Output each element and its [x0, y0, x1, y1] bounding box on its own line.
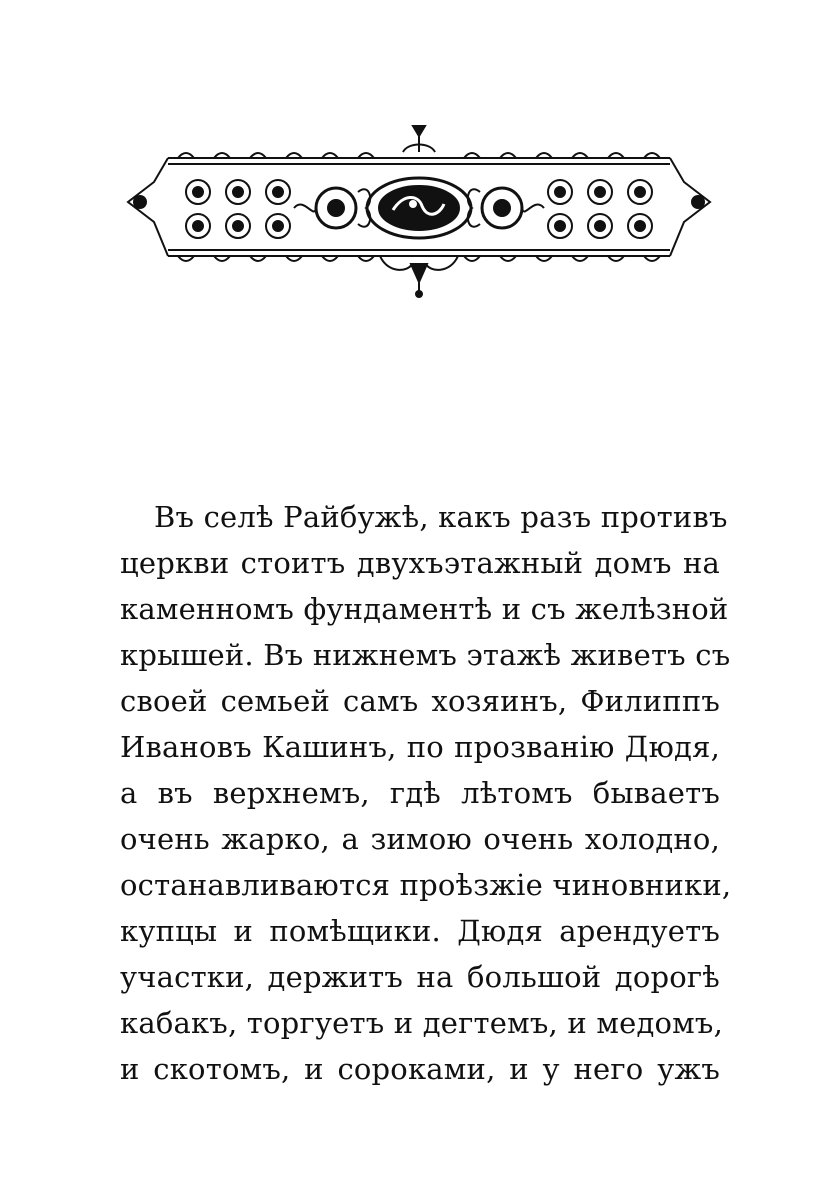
text-line: очень жарко, а зимою очень холодно, [120, 822, 720, 856]
body-text [120, 494, 732, 1092]
text-line: останавливаются проѣзжіе чиновники, [120, 868, 732, 902]
text-line: Въ селѣ Райбужѣ, какъ разъ противъ [154, 500, 728, 534]
text-line: крышей. Въ нижнемъ этажѣ живетъ съ [120, 638, 731, 672]
text-line: участки, держитъ на большой дорогѣ [120, 960, 720, 994]
text-line: и скотомъ, и сороками, и у него ужъ [120, 1052, 720, 1086]
text-line: церкви стоитъ двухъэтажный домъ на [120, 546, 720, 580]
decorative-headpiece-ornament [118, 122, 720, 300]
text-line: Ивановъ Кашинъ, по прозванію Дюдя, [120, 730, 720, 764]
text-line: каменномъ фундаментѣ и съ желѣзной [120, 592, 729, 626]
text-line: купцы и помѣщики. Дюдя арендуетъ [120, 914, 720, 948]
text-line: своей семьей самъ хозяинъ, Филиппъ [120, 684, 720, 718]
text-line: кабакъ, торгуетъ и дегтемъ, и медомъ, [120, 1006, 723, 1040]
text-line: а въ верхнемъ, гдѣ лѣтомъ бываетъ [120, 776, 720, 810]
